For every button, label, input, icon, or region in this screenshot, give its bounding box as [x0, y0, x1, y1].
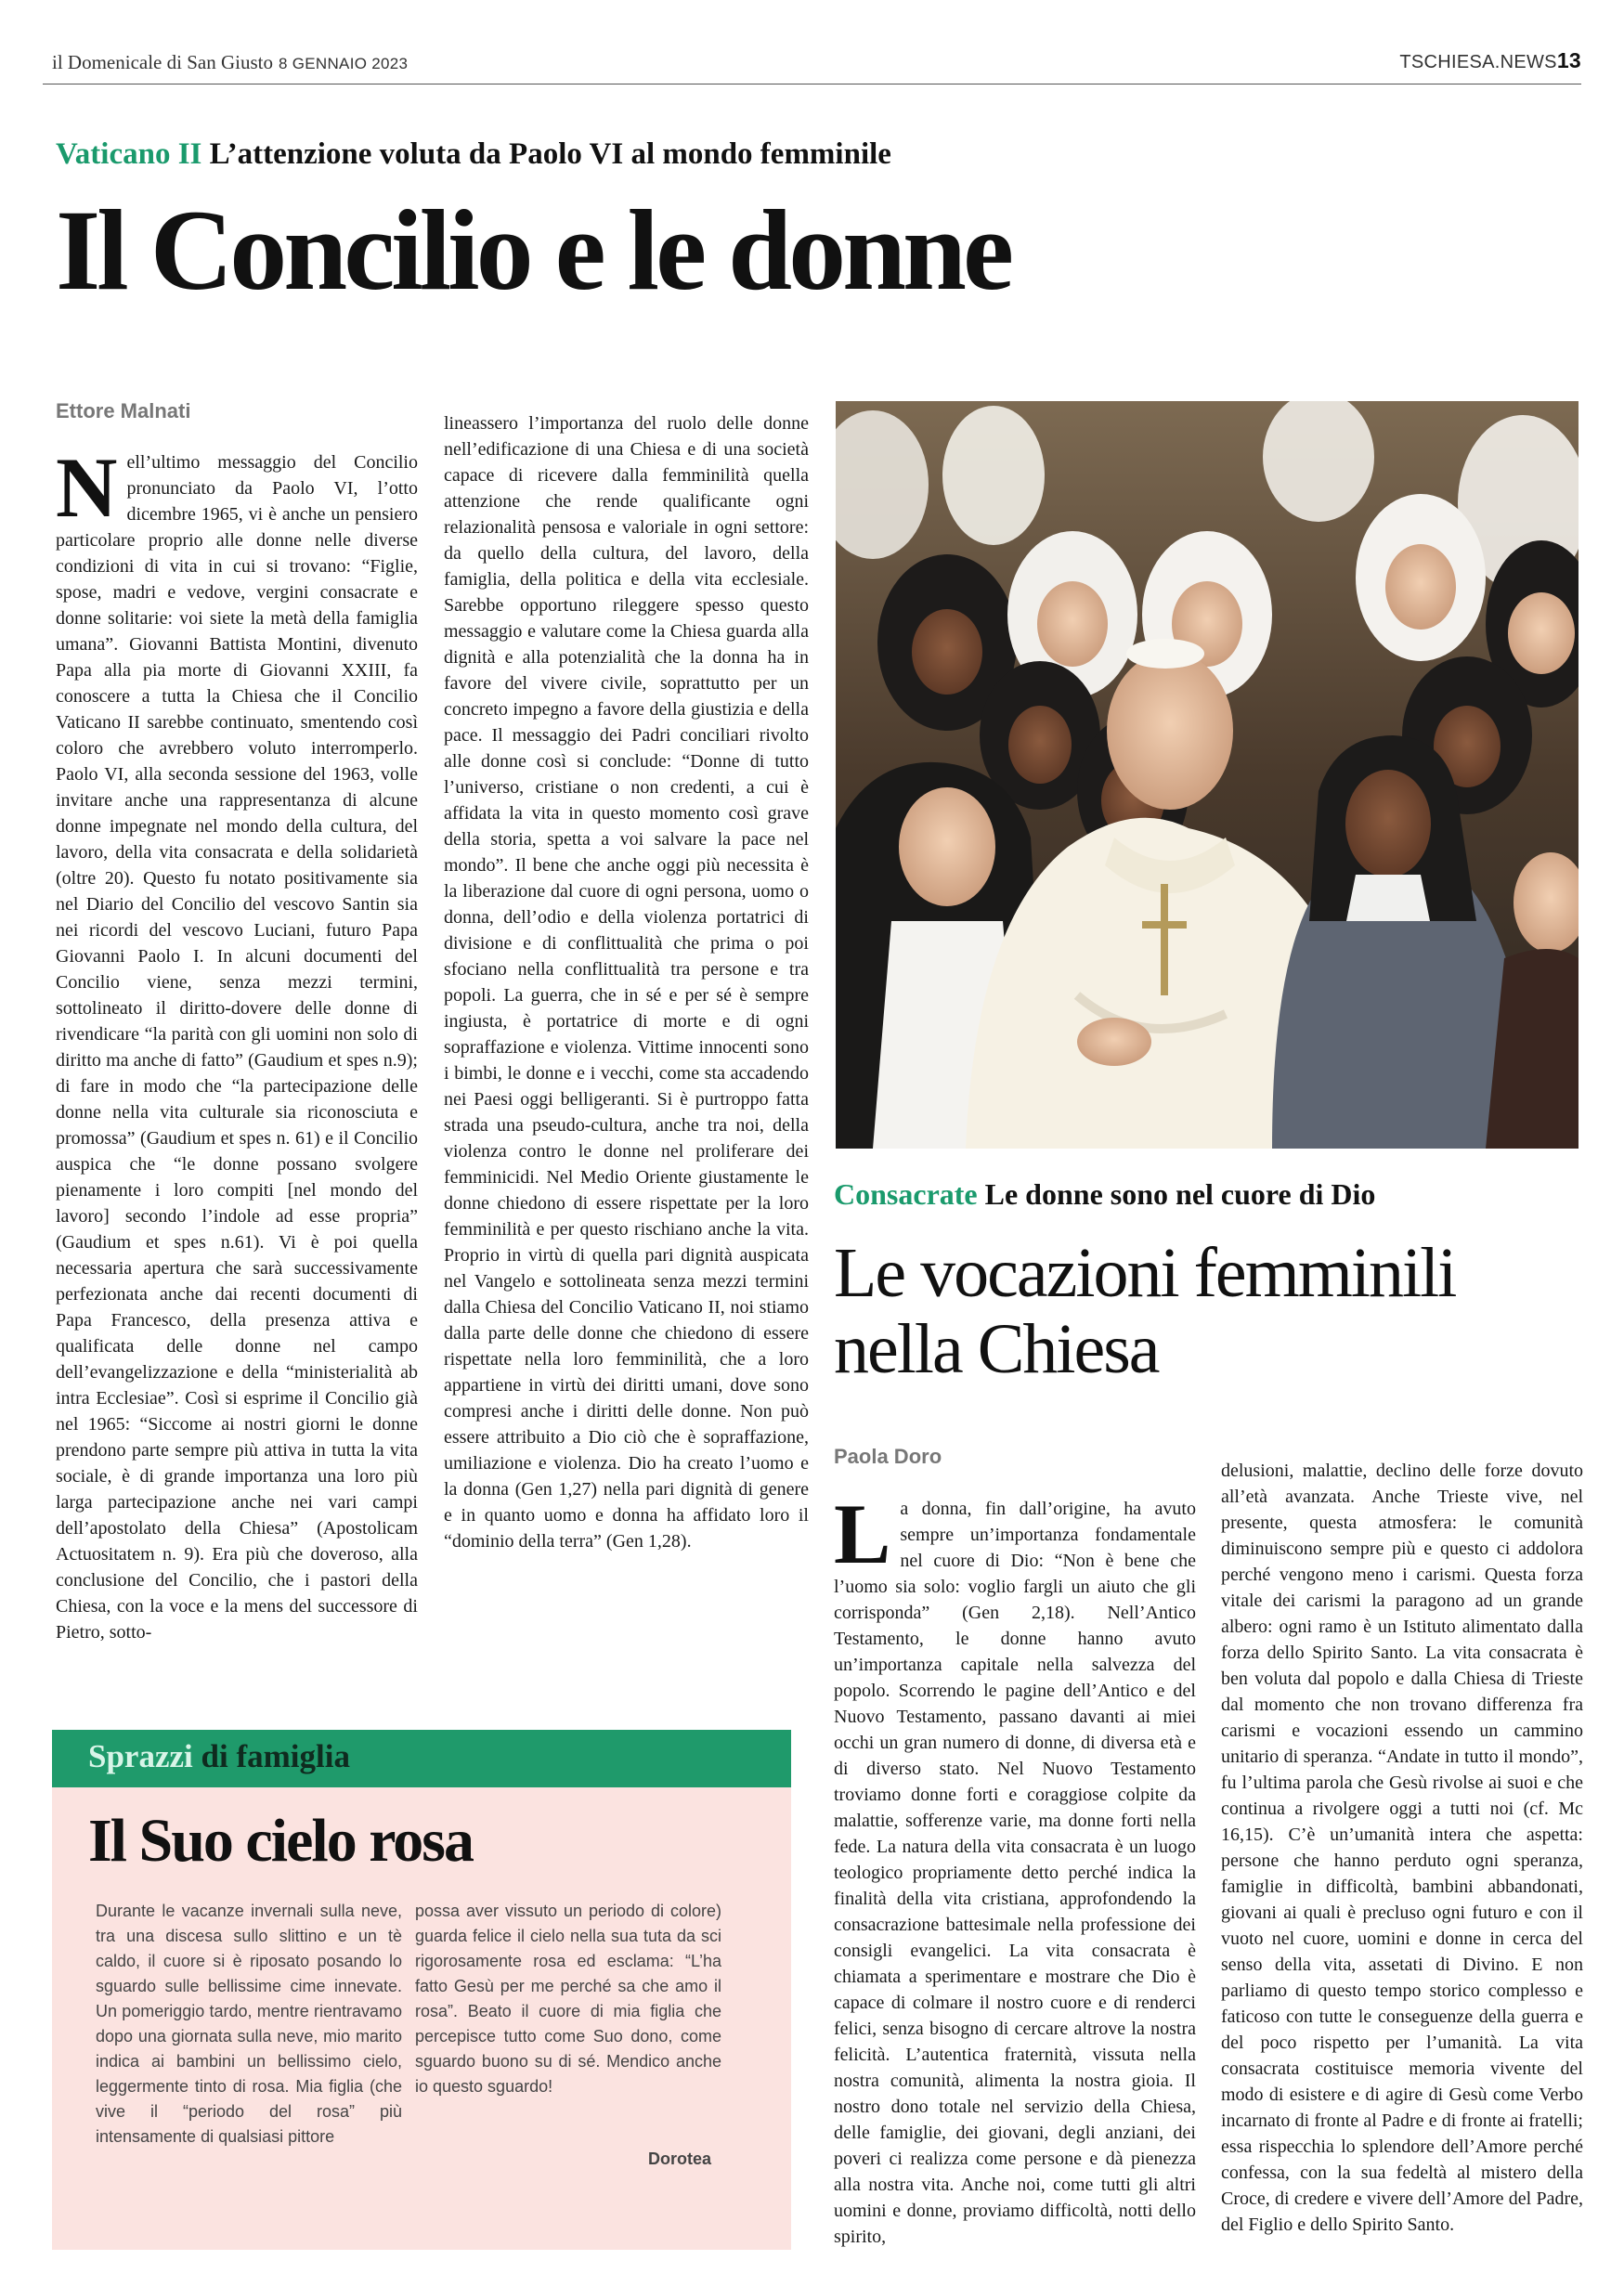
article2-title	[834, 1235, 1455, 1387]
article2-title-line1: Le vocazioni femminili	[834, 1234, 1456, 1312]
article1-column-2	[444, 410, 809, 1554]
article1-kicker	[56, 137, 891, 172]
article1-title: Il Concilio e le donne	[56, 187, 1011, 314]
family-col1-text: Durante le vacanze invernali sulla neve, tra una discesa sullo slittino e un tè caldo, il cuore si è riposato posando lo sguardo sulle bellissime cime innevate. Un pomeriggio tardo, mentre rientravamo dopo una giornata sulla neve, mio marito indica ai bambini un bellissimo cielo, leggermente tinto di rosa. Mia figlia (che vive il “periodo del rosa” più intensamente di qualsiasi pittore	[96, 1902, 402, 2146]
article2-column-1	[834, 1487, 1196, 2250]
article2-dropcap: L	[834, 1487, 891, 1581]
family-col2-text: possa aver vissuto un periodo di colore) guarda felice il cielo nella sua tuta da sci rigorosamente rosa ed esclama: “L’ha fatto Gesù per me perché sa che amo il rosa”. Beato il cuore di mia figlia che percepisce tutto come Suo dono, come sguardo buono su di sé. Mendico anche io questo sguardo!	[415, 1902, 721, 2096]
family-column-2	[415, 1899, 721, 2099]
pope-with-nuns-photo	[836, 401, 1579, 1149]
article1-column-1	[56, 440, 418, 1645]
article2-kicker	[834, 1177, 1375, 1212]
page-number: 13	[1556, 48, 1581, 72]
family-title: Il Suo cielo rosa	[88, 1807, 473, 1875]
family-kicker-a: Sprazzi	[88, 1738, 193, 1774]
article2-col1-text: a donna, fin dall’origine, ha avuto sempre un’importanza fondamentale nel cuore di Dio: “Non è bene che l’uomo sia solo: voglio fargli un aiuto che gli corrisponda” (Gen 2,18). Nell’Antico Testamento, le donne hanno avuto un’importanza capitale nella salvezza del popolo. Scorrendo le pagine dell’Antico e del Nuovo Testamento, passano davanti ai miei occhi un gran numero di donne, di diversa età e di diverso stato. Nel Nuovo Testamento troviamo donne forti e coraggiose colpite da malattie, sofferenze varie, ma donne forti nella fede. La natura della vita consacrata è un luogo teologico propriamente detto perché indica la finalità della vita cristiana, approfondendo la consacrazione battesimale nella professione dei consigli evangelici. La vita consacrata è chiamata a sperimentare e mostrare che Dio è capace di colmare il nostro cuore e di renderci felici, senza bisogno di cercare altrove la nostra felicità. L’autentica fraternità, vissuta nella nostra comunità, alimenta la nostra gioia. Il nostro dono totale nel servizio della Chiesa, delle famiglie, dei giovani, degli anziani, dei poveri ci realizza come persone e dà pienezza alla nostra vita. Anche noi, come tutti gli altri uomini e donne, proviamo difficoltà, notti dello spirito,	[834, 1499, 1196, 2247]
article1-section: Vaticano II	[56, 137, 202, 171]
article2-kicker-text: Le donne sono nel cuore di Dio	[984, 1177, 1376, 1211]
article2-author: Paola Doro	[834, 1445, 942, 1468]
article2-column-2	[1221, 1458, 1583, 2238]
site-and-page	[1399, 48, 1581, 73]
publication-header	[52, 51, 408, 74]
article2-section: Consacrate	[834, 1177, 978, 1211]
family-column-1	[96, 1899, 402, 2150]
article1-kicker-text: L’attenzione voluta da Paolo VI al mondo femminile	[209, 137, 891, 171]
article1-author: Ettore Malnati	[56, 399, 191, 422]
publication-name: il Domenicale di San Giusto	[52, 51, 273, 73]
article2-title-line2: nella Chiesa	[834, 1310, 1159, 1388]
family-signature: Dorotea	[648, 2150, 712, 2168]
site-name: TSCHIESA.NEWS	[1399, 52, 1557, 72]
family-kicker	[88, 1738, 350, 1775]
family-kicker-b: di famiglia	[201, 1738, 350, 1774]
article1-col1-text: ell’ultimo messaggio del Concilio pronunciato da Paolo VI, l’otto dicembre 1965, vi è anche un pensiero particolare proprio alle donne nelle diverse condizioni di vita in cui si trovano: “Figlie, spose, madri e vedove, vergini consacrate e donne solitarie: voi siete la metà della famiglia umana”. Giovanni Battista Montini, divenuto Papa alla pia morte di Giovanni XXIII, fa conoscere a tutta la Chiesa che il Concilio Vaticano II sarebbe continuato, smentendo così coloro che avrebbero voluto interromperlo. Paolo VI, alla seconda sessione del 1963, volle invitare anche una rappresentanza di alcune donne impegnate nel mondo della cultura, del lavoro, della vita consacrata e della solidarietà (oltre 20). Questo fu notato positivamente sia nel Diario del Concilio del vescovo Santin sia nei ricordi del vescovo Luciani, futuro Papa Giovanni Paolo I. In alcuni documenti del Concilio viene, senza mezzi termini, sottolineato il diritto-dovere delle donne di rivendicare “la parità con gli uomini non solo di diritto ma anche di fatto” (Gaudium et spes n.9); di fare in modo che “la partecipazione delle donne nella vita culturale sia riconosciuta e promossa” (Gaudium et spes n. 61) e il Concilio auspica che “le donne possano svolgere pienamente i loro compiti [nel mondo del lavoro] secondo l’indole ad esse propria” (Gaudium et spes n.61). Vi è poi quella necessaria apertura che sarà successivamente perfezionata anche dai recenti documenti di Papa Francesco, della presenza attiva e qualificata delle donne nel campo dell’evangelizzazione e della “ministerialità ab intra Ecclesiae”. Così si esprime il Concilio già nel 1965: “Siccome ai nostri giorni le donne prendono parte sempre più attiva in tutta la vita sociale, è di grande importanza una loro più larga partecipazione anche nei vari campi dell’apostolato della Chiesa” (Apostolicam Actuositatem n. 9). Era più che doveroso, alla conclusione del Concilio, che i pastori della Chiesa, con la voce e la mens del successore di Pietro, sotto-	[56, 452, 418, 1643]
article1-col2-text: lineassero l’importanza del ruolo delle donne nell’edificazione di una Chiesa e di una società capace di ricevere dalla femminilità quella attenzione che rende qualificante ogni relazionalità pensosa e valoriale in ogni settore: da quello della cultura, del lavoro, della famiglia, della politica e della vita ecclesiale. Sarebbe opportuno rileggere spesso questo messaggio e valutare come la Chiesa guarda alla dignità e alla potenzialità che la donna ha in favore del vivere civile, soprattutto per un concreto impegno a favore della giustizia e della pace. Il messaggio dei Padri conciliari rivolto alle donne così si conclude: “Donne di tutto l’universo, cristiane o non credenti, a cui è affidata la vita in questo momento così grave della storia, spetta a voi salvare la pace nel mondo”. Il bene che anche oggi più necessita è la liberazione dal cuore di ogni persona, uomo o donna, dell’odio e della violenza portatrici di divisione e di conflittualità che prima o poi sfociano nella conflittualità tra persone e tra popoli. La guerra, che in sé e per sé è sempre ingiusta, è portatrice di morte e di ogni sopraffazione e violenza. Vittime innocenti sono i bimbi, le donne e i vecchi, come sta accadendo nei Paesi oggi belligeranti. Si è purtroppo fatta strada una pseudo-cultura, anche tra noi, della violenza contro le donne nel proliferare dei femminicidi. Nel Medio Oriente giustamente le donne chiedono di essere rispettate per la loro femminilità e per questo rischiano anche la vita. Proprio in virtù di quella pari dignità auspicata nel Vangelo e sottolineata senza mezzi termini dalla Chiesa del Concilio Vaticano II, noi stiamo dalla parte delle donne che chiedono di essere rispettate nella loro femminilità, che a loro appartiene in virtù dei diritti umani, dove sono compresi anche i diritti delle donne. Non può essere attribuito a Dio ciò che è sopraffazione, umiliazione e violenza. Dio ha creato l’uomo e la donna (Gen 1,27) nella pari dignità di genere e in quanto uomo e donna ha affidato loro il “dominio della terra” (Gen 1,28).	[444, 413, 809, 1552]
article2-col2-text: delusioni, malattie, declino delle forze dovuto all’età avanzata. Anche Trieste vive, nel presente, questa atmosfera: le comunità diminuiscono sempre più e questo ci addolora perché vengono meno i carismi. Questa forza vitale dei carismi la paragono ad un grande albero: ogni ramo è un Istituto alimentato dalla forza dello Spirito Santo. La vita consacrata è ben voluta dal popolo e dalla Chiesa di Trieste dal momento che non trovano differenza fra carismi e vocazioni essendo un cammino unitario di speranza. “Andate in tutto il mondo”, fu l’ultima parola che Gesù rivolse ai suoi e che continua a rivolgere oggi a tutti noi (cf. Mc 16,15). C’è un’umanità intera che aspetta: persone che hanno perduto ogni speranza, famiglie in difficoltà, bambini abbandonati, giovani ai quali è precluso ogni futuro e con il vuoto nel cuore, uomini e donne in cerca del senso della vita, assetati di Divino. E non parliamo di questo tempo storico complesso e faticoso con tutte le conseguenze della guerra e del poco rispetto per l’umanità. La vita consacrata costituisce memoria vivente del modo di esistere e di agire di Gesù come Verbo incarnato di fronte al Padre e di fronte ai fratelli; essa rispecchia lo splendore dell’Amore perché confessa, con la sua fedeltà al mistero della Croce, di credere e vivere dell’Amore del Padre, del Figlio e dello Spirito Santo.	[1221, 1461, 1583, 2235]
issue-date: 8 GENNAIO 2023	[278, 55, 409, 72]
article1-dropcap: N	[56, 440, 118, 535]
